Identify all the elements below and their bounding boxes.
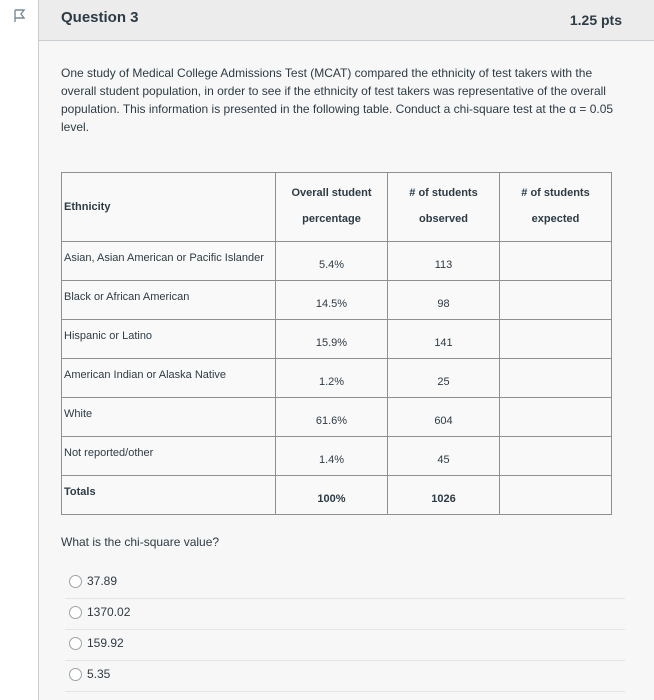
- totals-observed-cell: [388, 476, 500, 515]
- table-row: [62, 398, 612, 437]
- answer-label[interactable]: 37.89: [87, 574, 118, 588]
- header-observed: [388, 173, 500, 242]
- answer-label[interactable]: 159.92: [87, 636, 124, 650]
- observed-cell: [388, 437, 500, 476]
- percentage-value: 15.9%: [315, 337, 348, 349]
- expected-cell[interactable]: [500, 398, 612, 437]
- totals-label-cell: [62, 476, 276, 515]
- question-header: [39, 0, 654, 41]
- observed-value: 604: [434, 415, 453, 427]
- header-observed-line2: observed: [419, 213, 468, 225]
- header-overall-line2: percentage: [302, 213, 361, 225]
- question-prompt: One study of Medical College Admissions Test (MCAT) compared the ethnicity of test takers with the overall student population, in order to see if the ethnicity of test takers was representative of the overall population. This information is presented in the following table. Conduct a chi-square test at the α = 0.05 level.: [61, 66, 614, 134]
- ethnicity-cell: [62, 320, 276, 359]
- percentage-cell: [276, 320, 388, 359]
- radio-button[interactable]: [69, 668, 82, 681]
- answer-option[interactable]: [65, 630, 625, 661]
- ethnicity-cell: [62, 437, 276, 476]
- percentage-cell: [276, 281, 388, 320]
- ethnicity-cell: [62, 359, 276, 398]
- expected-cell[interactable]: [500, 359, 612, 398]
- table-row: [62, 242, 612, 281]
- observed-value: 113: [434, 259, 453, 271]
- header-expected: [500, 173, 612, 242]
- ethnicity-label: American Indian or Alaska Native: [64, 369, 227, 381]
- header-ethnicity: Ethnicity: [62, 173, 276, 242]
- radio-button[interactable]: [69, 606, 82, 619]
- totals-percentage-cell: [276, 476, 388, 515]
- expected-cell[interactable]: [500, 242, 612, 281]
- ethnicity-table: [61, 172, 612, 515]
- percentage-value: 1.2%: [318, 376, 345, 388]
- question-title: Question 3: [61, 9, 139, 26]
- table-row: [62, 320, 612, 359]
- header-expected-line2: expected: [531, 213, 580, 225]
- totals-row: [62, 476, 612, 515]
- question-points: 1.25 pts: [569, 12, 622, 28]
- observed-cell: [388, 320, 500, 359]
- answer-option[interactable]: [65, 568, 625, 599]
- totals-expected-cell[interactable]: [500, 476, 612, 515]
- question-card: [38, 0, 654, 700]
- flag-icon[interactable]: [12, 8, 28, 24]
- percentage-value: 14.5%: [315, 298, 348, 310]
- observed-value: 45: [437, 454, 450, 466]
- header-overall-line1: Overall student: [291, 187, 372, 199]
- ethnicity-label: Not reported/other: [64, 447, 154, 459]
- percentage-cell: [276, 437, 388, 476]
- observed-cell: [388, 398, 500, 437]
- expected-cell[interactable]: [500, 281, 612, 320]
- observed-cell: [388, 242, 500, 281]
- observed-cell: [388, 281, 500, 320]
- radio-button[interactable]: [69, 575, 82, 588]
- ethnicity-cell: [62, 281, 276, 320]
- percentage-cell: [276, 398, 388, 437]
- answer-label[interactable]: 5.35: [87, 667, 111, 681]
- radio-button[interactable]: [69, 637, 82, 650]
- ethnicity-label: White: [64, 408, 93, 420]
- totals-label: Totals: [64, 486, 96, 498]
- observed-value: 141: [434, 337, 453, 349]
- ethnicity-cell: [62, 398, 276, 437]
- expected-cell[interactable]: [500, 320, 612, 359]
- observed-value: 98: [437, 298, 450, 310]
- header-observed-line1: # of students: [409, 187, 478, 199]
- answer-options: [65, 568, 625, 692]
- answer-label[interactable]: 1370.02: [87, 605, 131, 619]
- expected-cell[interactable]: [500, 437, 612, 476]
- ethnicity-label: Hispanic or Latino: [64, 330, 153, 342]
- table-row: [62, 281, 612, 320]
- percentage-value: 5.4%: [318, 259, 345, 271]
- percentage-cell: [276, 242, 388, 281]
- totals-observed: 1026: [431, 493, 456, 505]
- totals-percentage: 100%: [317, 493, 346, 505]
- ethnicity-label: Asian, Asian American or Pacific Islander: [64, 252, 264, 264]
- observed-cell: [388, 359, 500, 398]
- table-row: [62, 359, 612, 398]
- percentage-value: 1.4%: [318, 454, 345, 466]
- ethnicity-label: Black or African American: [64, 291, 190, 303]
- observed-value: 25: [437, 376, 450, 388]
- header-overall-percentage: [276, 173, 388, 242]
- percentage-value: 61.6%: [315, 415, 348, 427]
- answer-option[interactable]: [65, 599, 625, 630]
- left-gutter: [0, 0, 38, 700]
- answer-option[interactable]: [65, 661, 625, 692]
- header-expected-line1: # of students: [521, 187, 590, 199]
- ethnicity-cell: [62, 242, 276, 281]
- table-header-row: [62, 173, 612, 242]
- percentage-cell: [276, 359, 388, 398]
- table-row: [62, 437, 612, 476]
- sub-question: What is the chi-square value?: [61, 535, 220, 549]
